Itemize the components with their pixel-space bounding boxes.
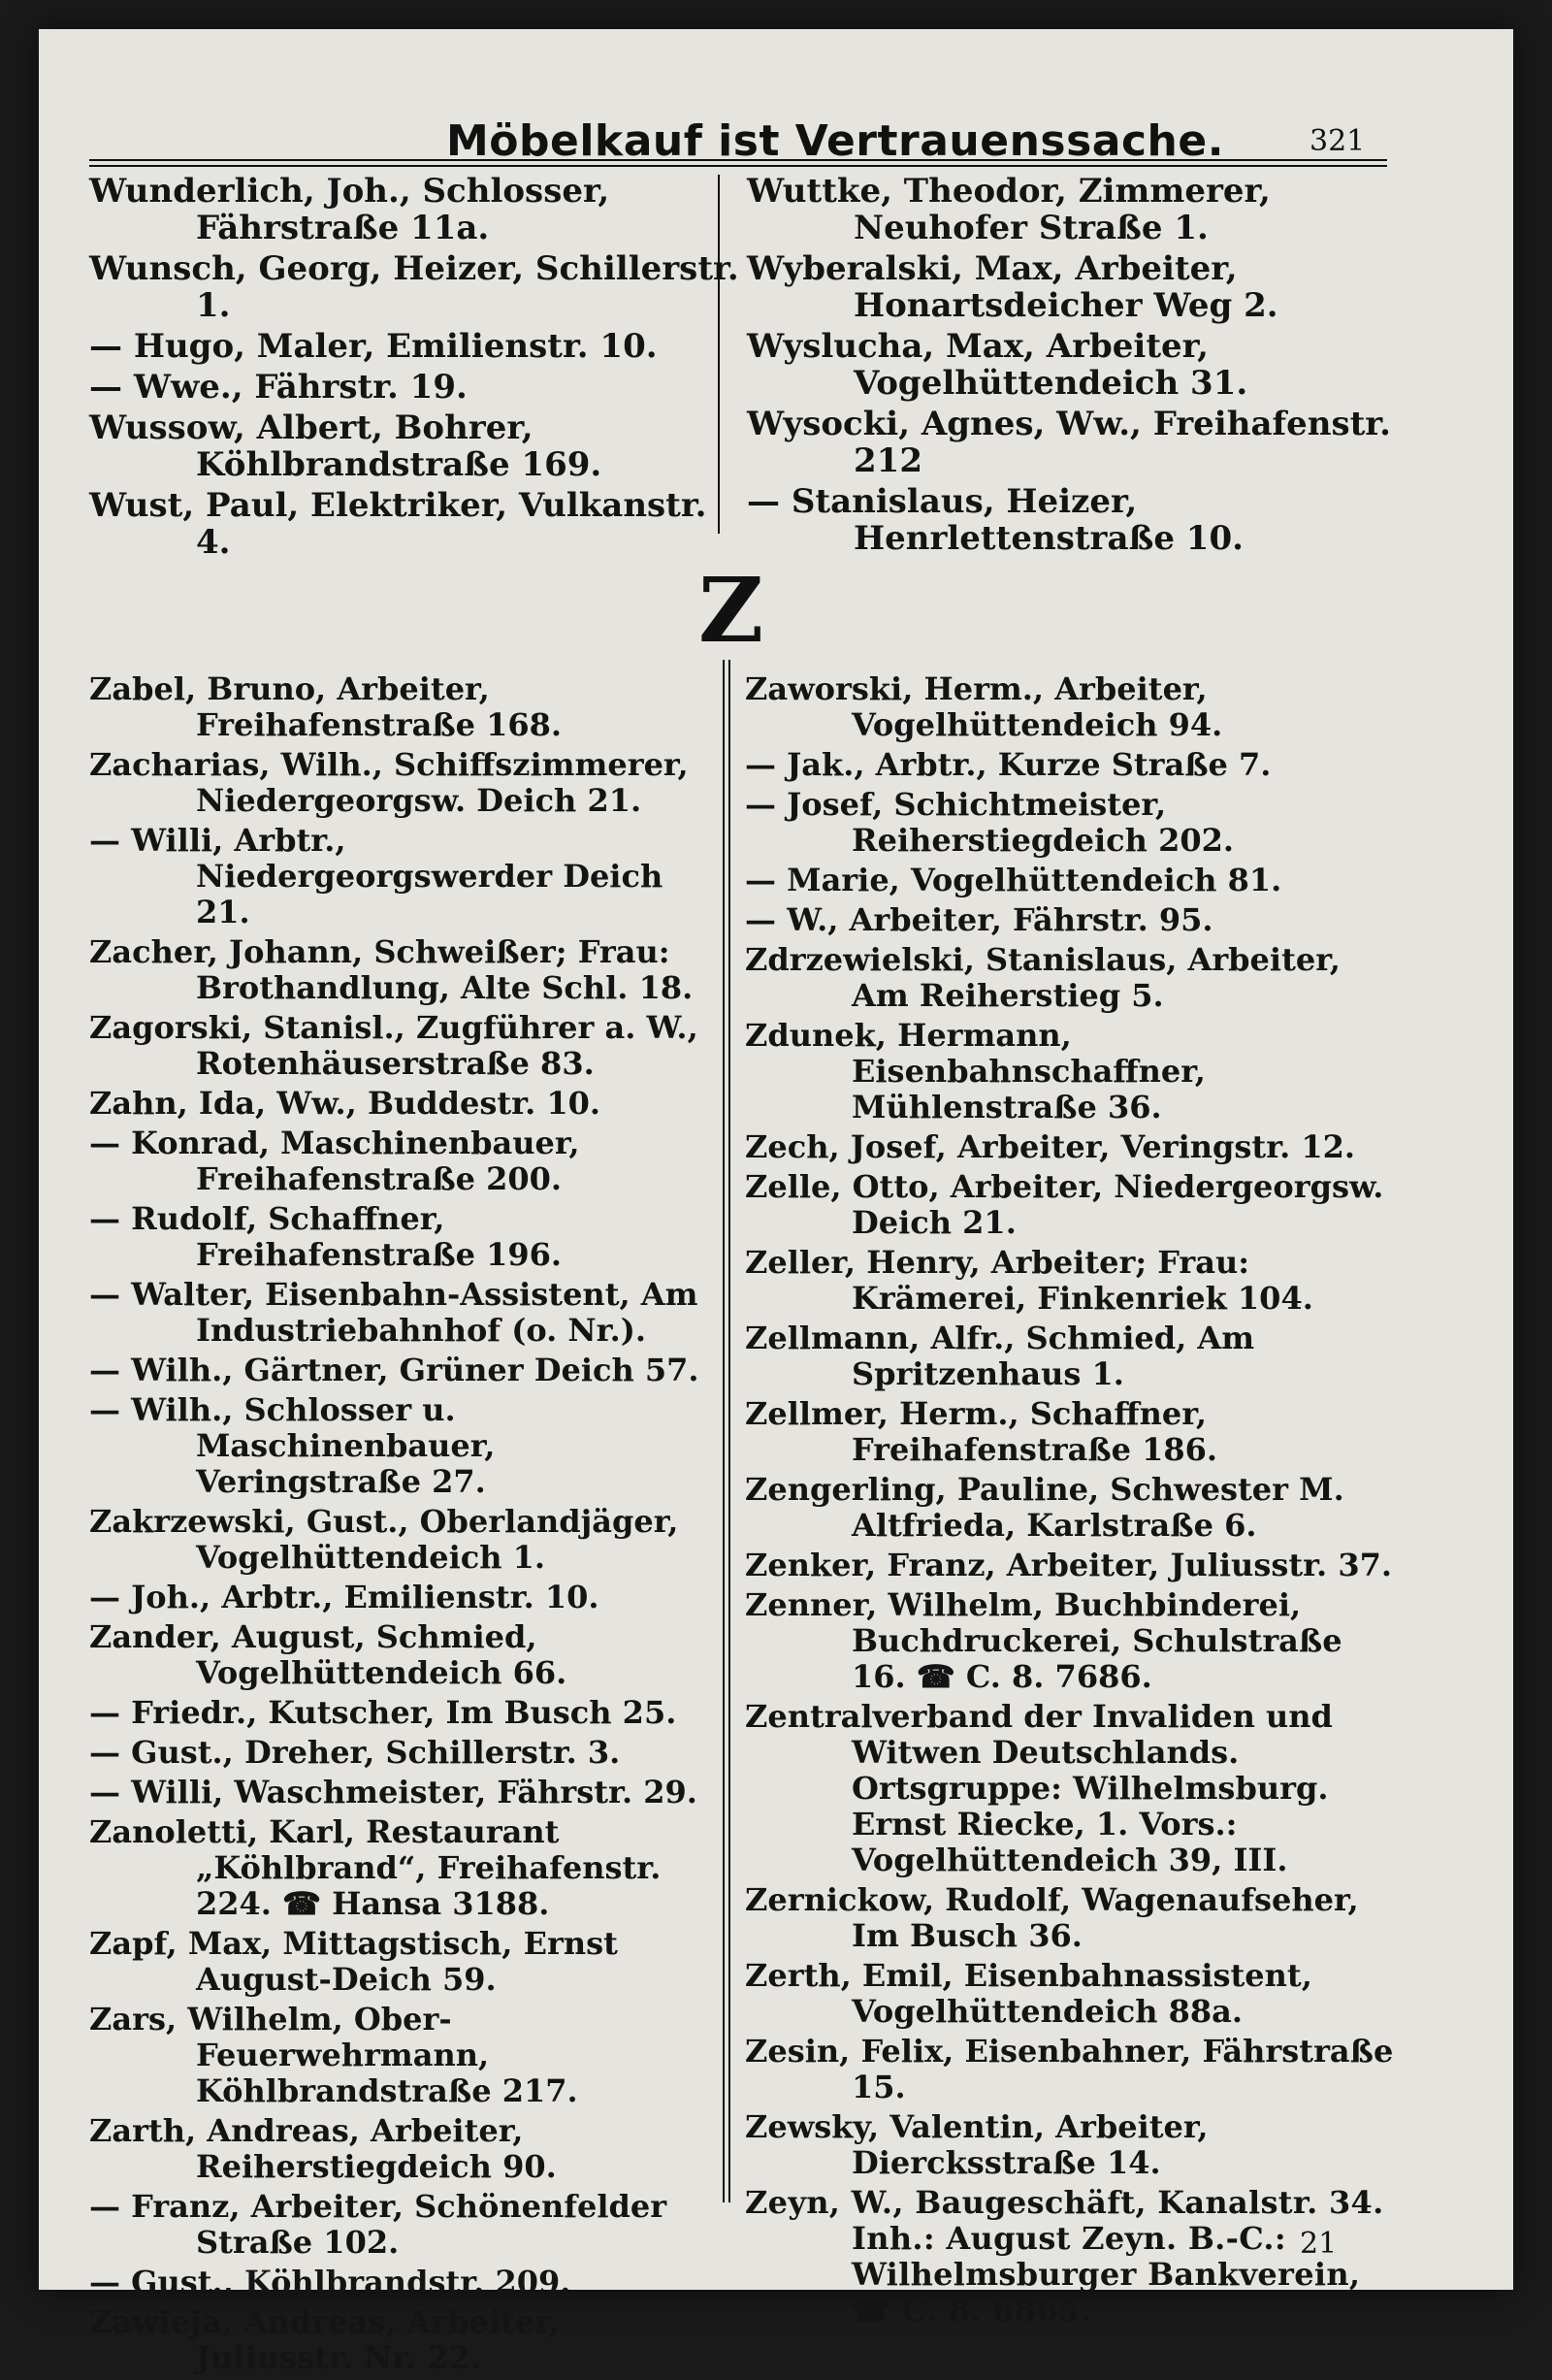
list-item: — Gust., Dreher, Schillerstr. 3. (89, 1734, 621, 1771)
list-item: Wuttke, Theodor, Zimmerer, Neuhofer Straße 1. (747, 172, 1271, 247)
list-item: — Gust., Köhlbrandstr. 209. (89, 2264, 571, 2300)
list-item: Zellmer, Herm., Schaffner, Freihafenstraße 186. (745, 1395, 1218, 1468)
section-letter: Z (698, 558, 764, 663)
column-bottom-left (89, 671, 712, 2380)
list-item: Zander, August, Schmied, Vogelhüttendeich 66. (89, 1618, 567, 1691)
list-item: — Franz, Arbeiter, Schönenfelder Straße 102. (89, 2188, 667, 2261)
list-item: Zelle, Otto, Arbeiter, Niedergeorgsw. Deich 21. (745, 1168, 1384, 1241)
list-item: Zawieja, Andreas, Arbeiter, Juliusstr. Nr. 22. (89, 2303, 560, 2376)
list-item: Wunderlich, Joh., Schlosser, Fährstraße 11a. (89, 172, 610, 247)
list-item: — Stanislaus, Heizer, Henrlettenstraße 10. (747, 482, 1244, 558)
column-top-right (747, 173, 1406, 561)
list-item: — Willi, Arbtr., Niedergeorgswerder Deich 21. (89, 822, 663, 930)
list-item: — Marie, Vogelhüttendeich 81. (745, 862, 1282, 898)
column-divider-bottom-second (728, 660, 730, 2202)
list-item: Zernickow, Rudolf, Wagenaufseher, Im Busch 36. (745, 1881, 1359, 1954)
list-item: Zacharias, Wilh., Schiffszimmerer, Niedergeorgsw. Deich 21. (89, 746, 689, 819)
list-item: Zaworski, Herm., Arbeiter, Vogelhüttendeich 94. (745, 670, 1223, 743)
list-item: — Wwe., Fährstr. 19. (89, 368, 468, 407)
column-divider-bottom (723, 660, 725, 2202)
list-item: Zahn, Ida, Ww., Buddestr. 10. (89, 1085, 601, 1122)
list-item: Zesin, Felix, Eisenbahner, Fährstraße 15. (745, 2033, 1394, 2105)
list-item: — Friedr., Kutscher, Im Busch 25. (89, 1694, 677, 1731)
column-bottom-right (745, 671, 1406, 2332)
list-item: — W., Arbeiter, Fährstr. 95. (745, 901, 1213, 938)
list-item: — Walter, Eisenbahn-Assistent, Am Industriebahnhof (o. Nr.). (89, 1276, 698, 1349)
list-item: Zeller, Henry, Arbeiter; Frau: Krämerei, Finkenriek 104. (745, 1244, 1313, 1317)
list-item: Wussow, Albert, Bohrer, Köhlbrandstraße 169. (89, 408, 602, 484)
list-item: Zenker, Franz, Arbeiter, Juliusstr. 37. (745, 1547, 1392, 1583)
list-item: Zech, Josef, Arbeiter, Veringstr. 12. (745, 1128, 1356, 1165)
list-item: — Konrad, Maschinenbauer, Freihafenstraße 200. (89, 1125, 580, 1197)
list-item: Zdunek, Hermann, Eisenbahnschaffner, Mühlenstraße 36. (745, 1017, 1206, 1125)
list-item-highlighted: Zeyn, W., Baugeschäft, Kanalstr. 34. Inh.: August Zeyn. B.-C.: Wilhelmsburger Bankverein, ☎ C. 8. 6865. (745, 2184, 1384, 2329)
list-item: Wunsch, Georg, Heizer, Schillerstr. 1. (89, 249, 739, 325)
list-item: Zerth, Emil, Eisenbahnassistent, Vogelhüttendeich 88a. (745, 1957, 1312, 2030)
list-item: — Jak., Arbtr., Kurze Straße 7. (745, 746, 1272, 783)
list-item: Zentralverband der Invaliden und Witwen Deutschlands. Ortsgruppe: Wilhelmsburg. Ernst Riecke, 1. Vors.: Vogelhüttendeich 39, III. (745, 1698, 1333, 1878)
column-top-left (89, 173, 749, 565)
list-item: Zellmann, Alfr., Schmied, Am Spritzenhaus 1. (745, 1320, 1255, 1392)
list-item: — Wilh., Gärtner, Grüner Deich 57. (89, 1352, 699, 1388)
list-item: Zacher, Johann, Schweißer; Frau: Brothandlung, Alte Schl. 18. (89, 933, 694, 1006)
list-item: Zapf, Max, Mittagstisch, Ernst August-Deich 59. (89, 1925, 618, 1998)
list-item: Zabel, Bruno, Arbeiter, Freihafenstraße 168. (89, 670, 563, 743)
list-item: Wysocki, Agnes, Ww., Freihafenstr. 212 (747, 405, 1391, 480)
list-item: Zdrzewielski, Stanislaus, Arbeiter, Am Reiherstieg 5. (745, 941, 1341, 1014)
list-item: Zenner, Wilhelm, Buchbinderei, Buchdruckerei, Schulstraße 16. ☎ C. 8. 7686. (745, 1586, 1342, 1695)
list-item: Zarth, Andreas, Arbeiter, Reiherstiegdeich 90. (89, 2112, 557, 2185)
header-rule-second (89, 165, 1387, 167)
list-item: Zewsky, Valentin, Arbeiter, Diercksstraße 14. (745, 2108, 1209, 2181)
footer-page-code: 21 (1300, 2227, 1338, 2261)
list-item: — Hugo, Maler, Emilienstr. 10. (89, 327, 658, 366)
page-number: 321 (1310, 124, 1366, 158)
list-item: Zakrzewski, Gust., Oberlandjäger, Vogelhüttendeich 1. (89, 1503, 679, 1576)
list-item: Zagorski, Stanisl., Zugführer a. W., Rotenhäuserstraße 83. (89, 1009, 698, 1082)
list-item: — Joh., Arbtr., Emilienstr. 10. (89, 1579, 599, 1615)
list-item: — Wilh., Schlosser u. Maschinenbauer, Veringstraße 27. (89, 1391, 496, 1500)
list-item: — Rudolf, Schaffner, Freihafenstraße 196. (89, 1200, 563, 1273)
list-item: Zanoletti, Karl, Restaurant „Köhlbrand“, Freihafenstr. 224. ☎ Hansa 3188. (89, 1813, 662, 1922)
list-item: Zars, Wilhelm, Ober-Feuerwehrmann, Köhlbrandstraße 217. (89, 2001, 578, 2109)
list-item: Wyberalski, Max, Arbeiter, Honartsdeicher Weg 2. (747, 249, 1278, 325)
directory-page (39, 29, 1513, 2376)
column-divider-top (718, 175, 720, 534)
header-rule (89, 159, 1387, 161)
list-item: Zengerling, Pauline, Schwester M. Altfrieda, Karlstraße 6. (745, 1471, 1344, 1544)
list-item: Wust, Paul, Elektriker, Vulkanstr. 4. (89, 486, 707, 562)
list-item: Wyslucha, Max, Arbeiter, Vogelhüttendeich 31. (747, 327, 1248, 403)
list-item: — Willi, Waschmeister, Fährstr. 29. (89, 1774, 697, 1810)
list-item: — Josef, Schichtmeister, Reiherstiegdeich 202. (745, 786, 1234, 859)
page-title: Möbelkauf ist Vertrauenssache. (446, 116, 1224, 166)
